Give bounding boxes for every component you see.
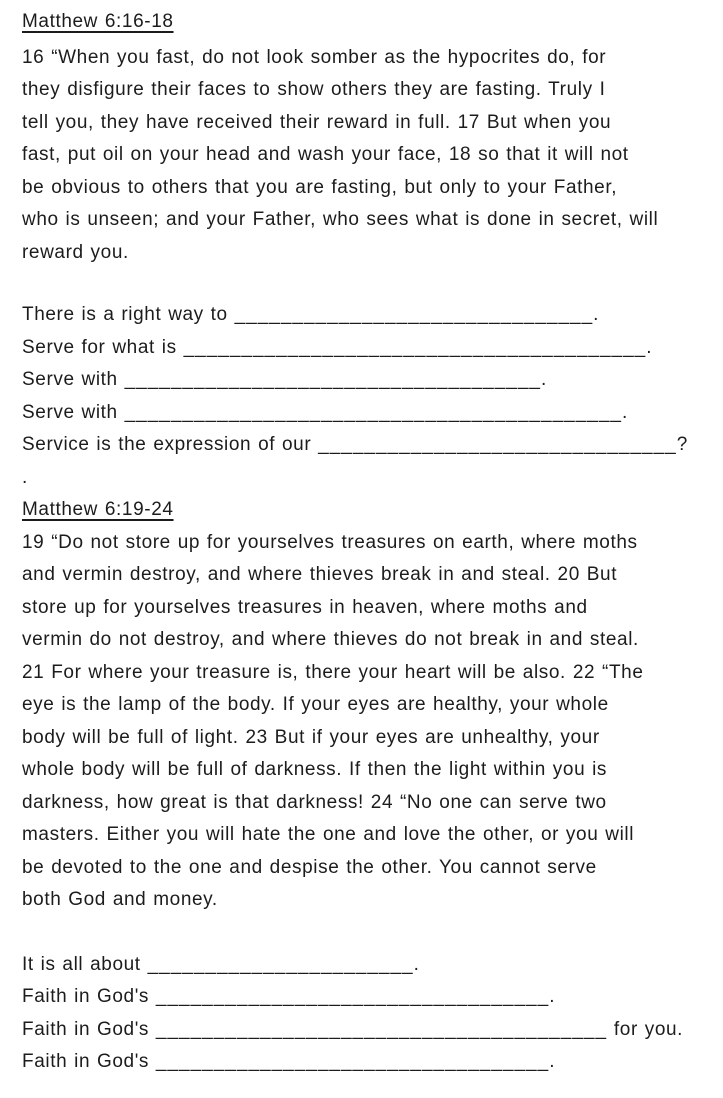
fill-blank: __________________________________ — [155, 986, 550, 1007]
verse-line: store up for yourselves treasures in heaven, where moths and — [22, 596, 588, 618]
fill-prefix: Serve with — [22, 369, 125, 390]
verse-line: fast, put oil on your head and wash your face, 18 so that it will not — [22, 144, 629, 165]
fill-suffix: . — [413, 953, 420, 975]
verse-line: whole body will be full of darkness. If then the light within you is — [22, 759, 608, 780]
fill-blank: _______________________________________ — [155, 1018, 608, 1040]
fill-line — [22, 949, 717, 982]
fill-blank: _______________________________ — [234, 304, 594, 325]
fill-prefix: Faith in God's — [22, 1018, 156, 1040]
verse-line: who is unseen; and your Father, who sees what is done in secret, will — [22, 209, 659, 230]
fill-suffix: . — [549, 1051, 556, 1072]
fill-prefix: Serve for what is — [22, 336, 184, 358]
fill-suffix: . — [646, 336, 653, 358]
section2-heading: Matthew 6:19-24 — [22, 499, 174, 520]
fill-blank: ___________________________________________ — [124, 401, 622, 423]
verse-line: darkness, how great is that darkness! 24 “No one can serve two — [22, 791, 607, 813]
fill-line — [22, 364, 717, 397]
verse-line: 19 “Do not store up for yourselves treasures on earth, where moths — [22, 531, 638, 553]
fill-suffix: . — [541, 369, 547, 390]
section2-fill-in-blanks — [22, 949, 717, 1079]
verse-line: reward you. — [22, 241, 129, 263]
section1-fill-in-blanks — [22, 299, 717, 462]
fill-line — [22, 1014, 717, 1047]
verse-line: both God and money. — [22, 889, 218, 910]
section2-verse-paragraph — [22, 527, 717, 917]
fill-line — [22, 299, 717, 332]
verse-line: and vermin destroy, and where thieves break in and steal. 20 But — [22, 564, 618, 585]
verse-line: body will be full of light. 23 But if your eyes are unhealthy, your — [22, 726, 600, 748]
fill-prefix: There is a right way to — [22, 304, 235, 325]
verse-line: be devoted to the one and despise the other. You cannot serve — [22, 856, 597, 878]
fill-suffix: for you. — [607, 1018, 684, 1040]
verse-line: 21 For where your treasure is, there your heart will be also. 22 “The — [22, 661, 644, 683]
fill-blank: _______________________ — [147, 953, 414, 975]
fill-prefix: Serve with — [22, 401, 125, 423]
verse-line: tell you, they have received their reward in full. 17 But when you — [22, 111, 612, 133]
verse-line: they disfigure their faces to show others they are fasting. Truly I — [22, 79, 606, 100]
fill-line — [22, 332, 717, 365]
fill-suffix: ? — [676, 434, 688, 455]
section1-heading: Matthew 6:16-18 — [22, 11, 174, 32]
fill-line — [22, 397, 717, 430]
fill-suffix: . — [549, 986, 556, 1007]
verse-line: eye is the lamp of the body. If your eyes are healthy, your whole — [22, 694, 609, 715]
fill-prefix: Service is the expression of our — [22, 434, 319, 455]
fill-suffix: . — [621, 401, 628, 423]
verse-line: vermin do not destroy, and where thieves do not break in and steal. — [22, 629, 639, 650]
fill-suffix: . — [593, 304, 600, 325]
fill-line — [22, 1046, 717, 1079]
fill-blank: ____________________________________ — [124, 369, 542, 390]
fill-prefix: It is all about — [22, 953, 148, 975]
fill-blank: ________________________________________ — [183, 336, 647, 358]
verse-line: 16 “When you fast, do not look somber as the hypocrites do, for — [22, 46, 607, 68]
fill-line — [22, 429, 717, 462]
verse-line: masters. Either you will hate the one and love the other, or you will — [22, 824, 635, 845]
fill-line — [22, 981, 717, 1014]
stray-period: . — [22, 466, 28, 488]
fill-blank: __________________________________ — [155, 1051, 550, 1072]
verse-line: be obvious to others that you are fasting, but only to your Father, — [22, 176, 618, 198]
section1-verse-paragraph — [22, 42, 717, 270]
fill-prefix: Faith in God's — [22, 986, 156, 1007]
fill-prefix: Faith in God's — [22, 1051, 156, 1072]
fill-blank: _______________________________ — [318, 434, 677, 455]
